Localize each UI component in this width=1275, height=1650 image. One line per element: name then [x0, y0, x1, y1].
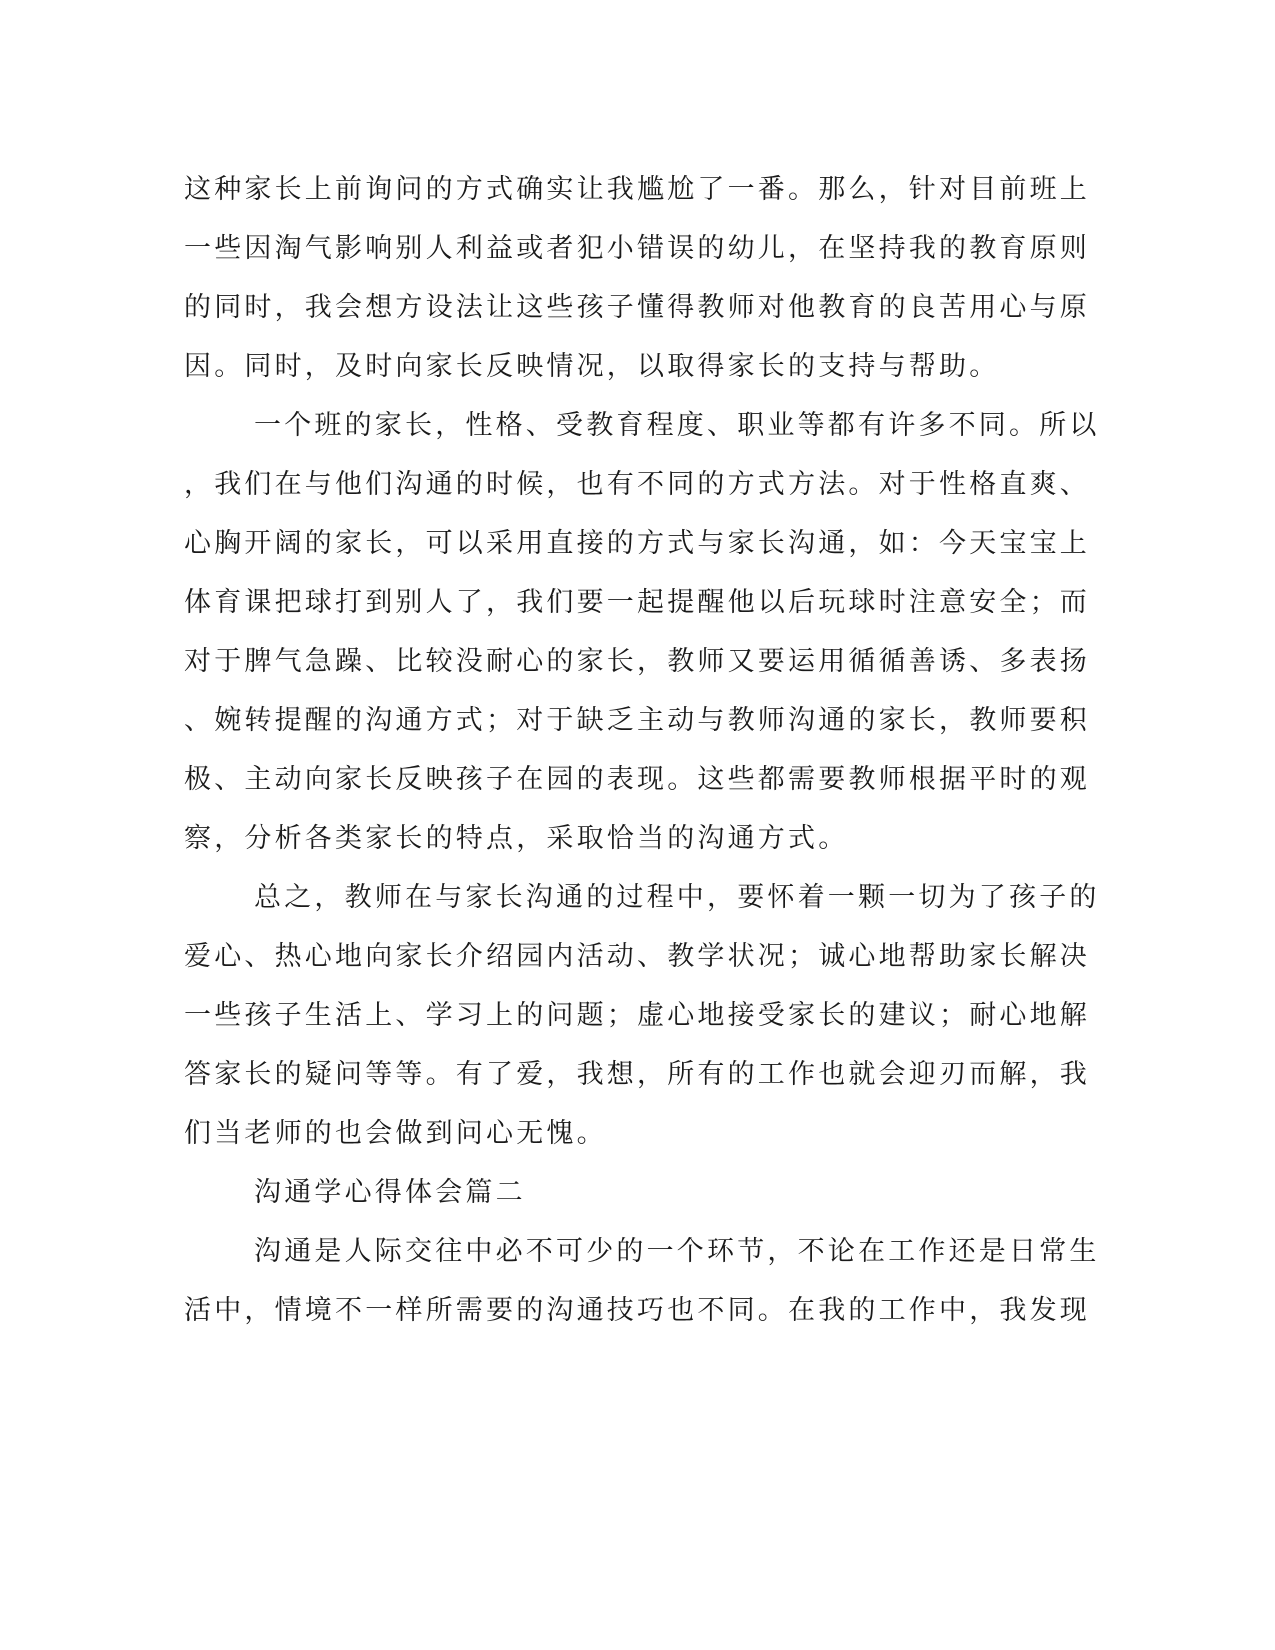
- text-line: 察，分析各类家长的特点，采取恰当的沟通方式。: [184, 823, 849, 854]
- text-line: ，我们在与他们沟通的时候，也有不同的方式方法。对于性格直爽、: [184, 469, 1090, 500]
- text-line: 们当老师的也会做到问心无愧。: [184, 1118, 607, 1149]
- text-line: 这种家长上前询问的方式确实让我尴尬了一番。那么，针对目前班上: [184, 174, 1090, 205]
- document-body: [184, 160, 1100, 1340]
- section-heading: 沟通学心得体会篇二: [254, 1177, 526, 1208]
- text-line: 因。同时，及时向家长反映情况，以取得家长的支持与帮助。: [184, 351, 1000, 382]
- text-line: 心胸开阔的家长，可以采用直接的方式与家长沟通，如：今天宝宝上: [184, 528, 1090, 559]
- text-line: 的同时，我会想方设法让这些孩子懂得教师对他教育的良苦用心与原: [184, 292, 1090, 323]
- text-line: 对于脾气急躁、比较没耐心的家长，教师又要运用循循善诱、多表扬: [184, 646, 1090, 677]
- text-line: 活中，情境不一样所需要的沟通技巧也不同。在我的工作中，我发现: [184, 1295, 1090, 1326]
- text-line: 体育课把球打到别人了，我们要一起提醒他以后玩球时注意安全；而: [184, 587, 1090, 618]
- text-line: 爱心、热心地向家长介绍园内活动、教学状况；诚心地帮助家长解决: [184, 941, 1090, 972]
- text-line: 答家长的疑问等等。有了爱，我想，所有的工作也就会迎刃而解，我: [184, 1059, 1090, 1090]
- text-line: 极、主动向家长反映孩子在园的表现。这些都需要教师根据平时的观: [184, 764, 1090, 795]
- paragraph-first-line: 总之，教师在与家长沟通的过程中，要怀着一颗一切为了孩子的: [254, 882, 1100, 913]
- paragraph-first-line: 一个班的家长，性格、受教育程度、职业等都有许多不同。所以: [254, 410, 1100, 441]
- text-line: 一些孩子生活上、学习上的问题；虚心地接受家长的建议；耐心地解: [184, 1000, 1090, 1031]
- text-line: 、婉转提醒的沟通方式；对于缺乏主动与教师沟通的家长，教师要积: [184, 705, 1090, 736]
- text-line: 一些因淘气影响别人利益或者犯小错误的幼儿，在坚持我的教育原则: [184, 233, 1090, 264]
- paragraph-first-line: 沟通是人际交往中必不可少的一个环节，不论在工作还是日常生: [254, 1236, 1100, 1267]
